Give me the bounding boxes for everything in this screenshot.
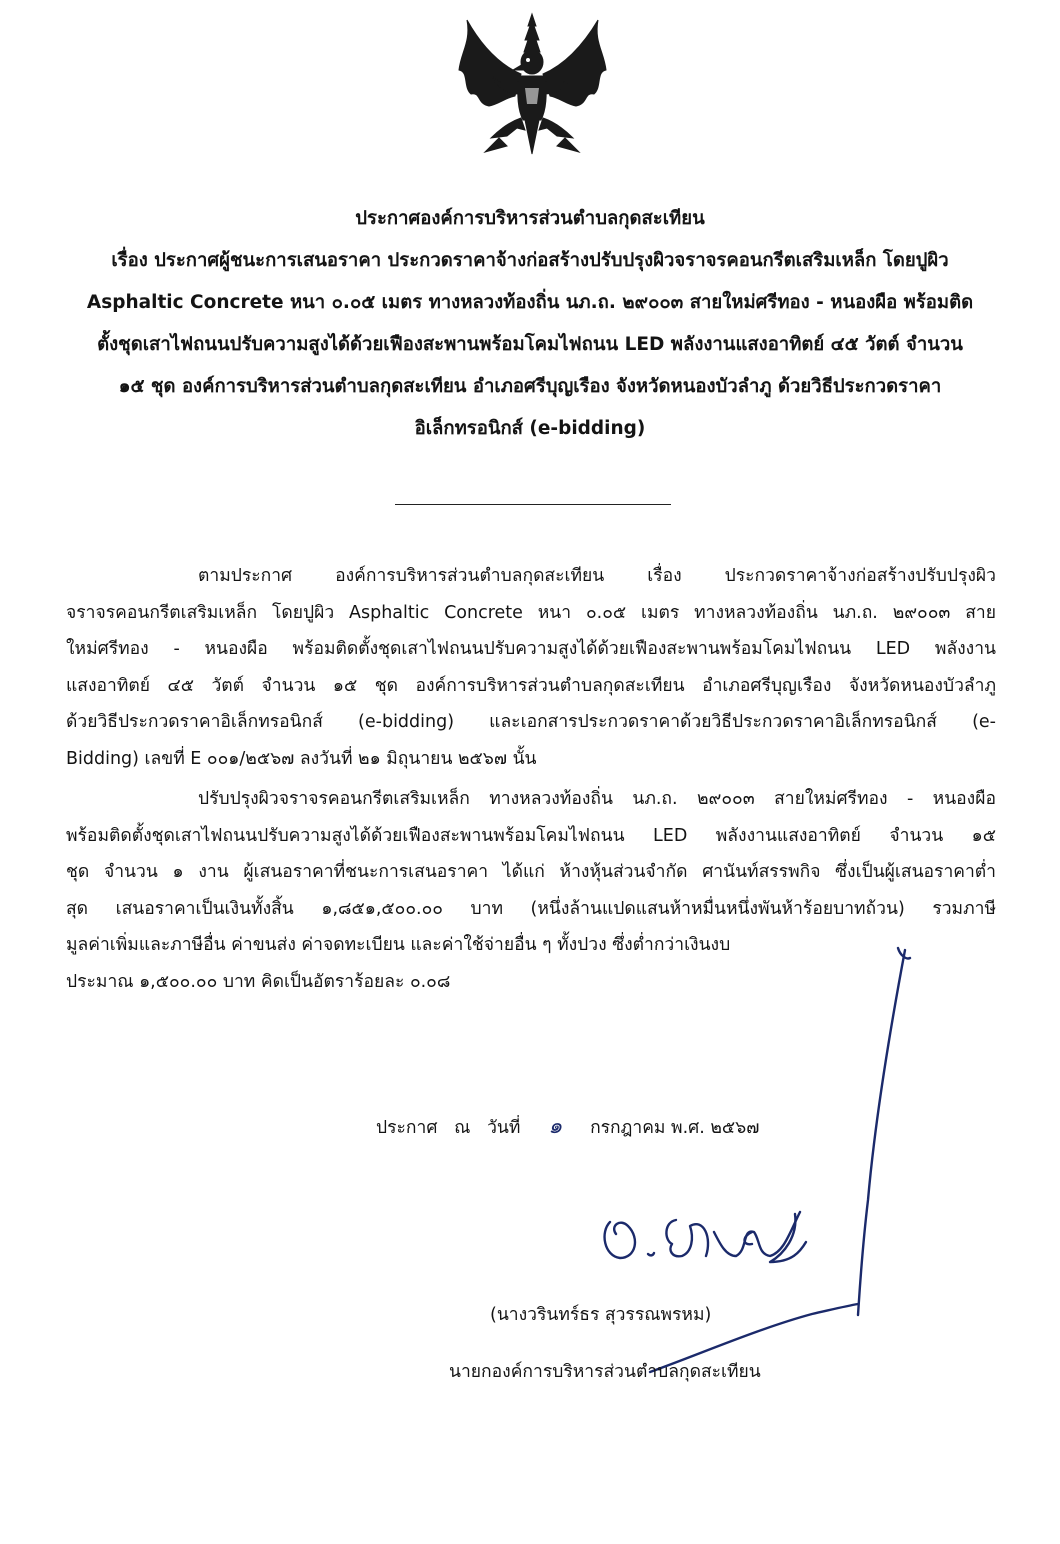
date-month-year: กรกฎาคม พ.ศ. ๒๕๖๗ (590, 1118, 760, 1138)
title-divider (395, 504, 671, 505)
paragraph-1-line: ตามประกาศ องค์การบริหารส่วนตำบลกุดสะเทียน เรื่อง ประกวดราคาจ้างก่อสร้างปรับปรุงผิว (198, 566, 996, 586)
title-line: ๑๕ ชุด องค์การบริหารส่วนตำบลกุดสะเทียน อำเภอศรีบุญเรือง จังหวัดหนองบัวลำภู ด้วยวิธีประกวดราคา (118, 376, 942, 397)
signatory-position: นายกองค์การบริหารส่วนตำบลกุดสะเทียน (449, 1362, 761, 1382)
paragraph-2-line: มูลค่าเพิ่มและภาษีอื่น ค่าขนส่ง ค่าจดทะเบียน และค่าใช้จ่ายอื่น ๆ ทั้งปวง ซึ่งต่ำกว่าเงินงบ (66, 935, 731, 955)
paragraph-2-line: ปรับปรุงผิวจราจรคอนกรีตเสริมเหล็ก ทางหลวงท้องถิ่น นภ.ถ. ๒๙๐๐๓ สายใหม่ศรีทอง - หนองผือ (198, 789, 996, 809)
date-day-handwritten: ๑ (548, 1114, 563, 1139)
signatory-name: (นางวรินทร์ธร สุวรรณพรหม) (490, 1305, 712, 1325)
paragraph-1-line: ด้วยวิธีประกวดราคาอิเล็กทรอนิกส์ (e-bidding) และเอกสารประกวดราคาด้วยวิธีประกวดราคาอิเล็กทรอนิกส์ (e- (66, 712, 996, 732)
garuda-emblem-icon (455, 12, 610, 162)
paragraph-1-line: ใหม่ศรีทอง - หนองผือ พร้อมติดตั้งชุดเสาไฟถนนปรับความสูงได้ด้วยเฟืองสะพานพร้อมโคมไฟถนน LED พลังงาน (66, 639, 996, 659)
paragraph-2-line: สุด เสนอราคาเป็นเงินทั้งสิ้น ๑,๘๕๑,๕๐๐.๐๐ บาท (หนึ่งล้านแปดแสนห้าหมื่นหนึ่งพันห้าร้อยบาทถ้วน) รวมภาษี (66, 898, 996, 919)
paragraph-1-line: แสงอาทิตย์ ๔๕ วัตต์ จำนวน ๑๕ ชุด องค์การบริหารส่วนตำบลกุดสะเทียน อำเภอศรีบุญเรือง จังหวัดหนองบัวลำภู (66, 675, 996, 696)
signature-mark (770, 1214, 806, 1262)
date-day-label: วันที่ (487, 1118, 521, 1138)
signature-mark (605, 1222, 635, 1258)
signature-mark (648, 1253, 654, 1255)
announcement-date (376, 1108, 759, 1143)
title-line: Asphaltic Concrete หนา ๐.๐๕ เมตร ทางหลวงท้องถิ่น นภ.ถ. ๒๙๐๐๓ สายใหม่ศรีทอง - หนองผือ พร้อมติด (86, 292, 974, 313)
pen-stroke (858, 950, 905, 1315)
announcement-title (60, 198, 1000, 450)
title-line: ตั้งชุดเสาไฟถนนปรับความสูงได้ด้วยเฟืองสะพานพร้อมโคมไฟถนน LED พลังงานแสงอาทิตย์ ๔๕ วัตต์ จำนวน (97, 334, 963, 355)
paragraph-1-line: จราจรคอนกรีตเสริมเหล็ก โดยปูผิว Asphaltic Concrete หนา ๐.๐๕ เมตร ทางหลวงท้องถิ่น นภ.ถ. ๒๙๐๐๓ สาย (66, 602, 996, 623)
title-line: เรื่อง ประกาศผู้ชนะการเสนอราคา ประกวดราคาจ้างก่อสร้างปรับปรุงผิวจราจรคอนกรีตเสริมเหล็ก โดยปูผิว (111, 250, 949, 271)
title-line: ประกาศองค์การบริหารส่วนตำบลกุดสะเทียน (355, 208, 705, 229)
paragraph-1-line: Bidding) เลขที่ E ๐๐๑/๒๕๖๗ ลงวันที่ ๒๑ มิถุนายน ๒๕๖๗ นั้น (66, 748, 537, 769)
paragraph-2-line: พร้อมติดตั้งชุดเสาไฟถนนปรับความสูงได้ด้วยเฟืองสะพานพร้อมโคมไฟถนน LED พลังงานแสงอาทิตย์ จำนวน ๑๕ (66, 825, 996, 846)
signature-mark (666, 1220, 708, 1256)
title-line: อิเล็กทรอนิกส์ (e-bidding) (414, 418, 646, 439)
signature-mark (745, 1232, 753, 1244)
date-prefix: ประกาศ (376, 1118, 438, 1138)
paragraph-2-line: ประมาณ ๑,๕๐๐.๐๐ บาท คิดเป็นอัตราร้อยละ ๐.๐๘ (66, 971, 451, 992)
signature-mark (714, 1212, 800, 1256)
announcement-body (66, 558, 996, 1000)
date-at: ณ (454, 1118, 471, 1138)
paragraph-2-line: ชุด จำนวน ๑ งาน ผู้เสนอราคาที่ชนะการเสนอราคา ได้แก่ ห้างหุ้นส่วนจำกัด ศานันท์สรรพกิจ ซึ่งเป็นผู้เสนอราคาต่ำ (66, 862, 996, 882)
